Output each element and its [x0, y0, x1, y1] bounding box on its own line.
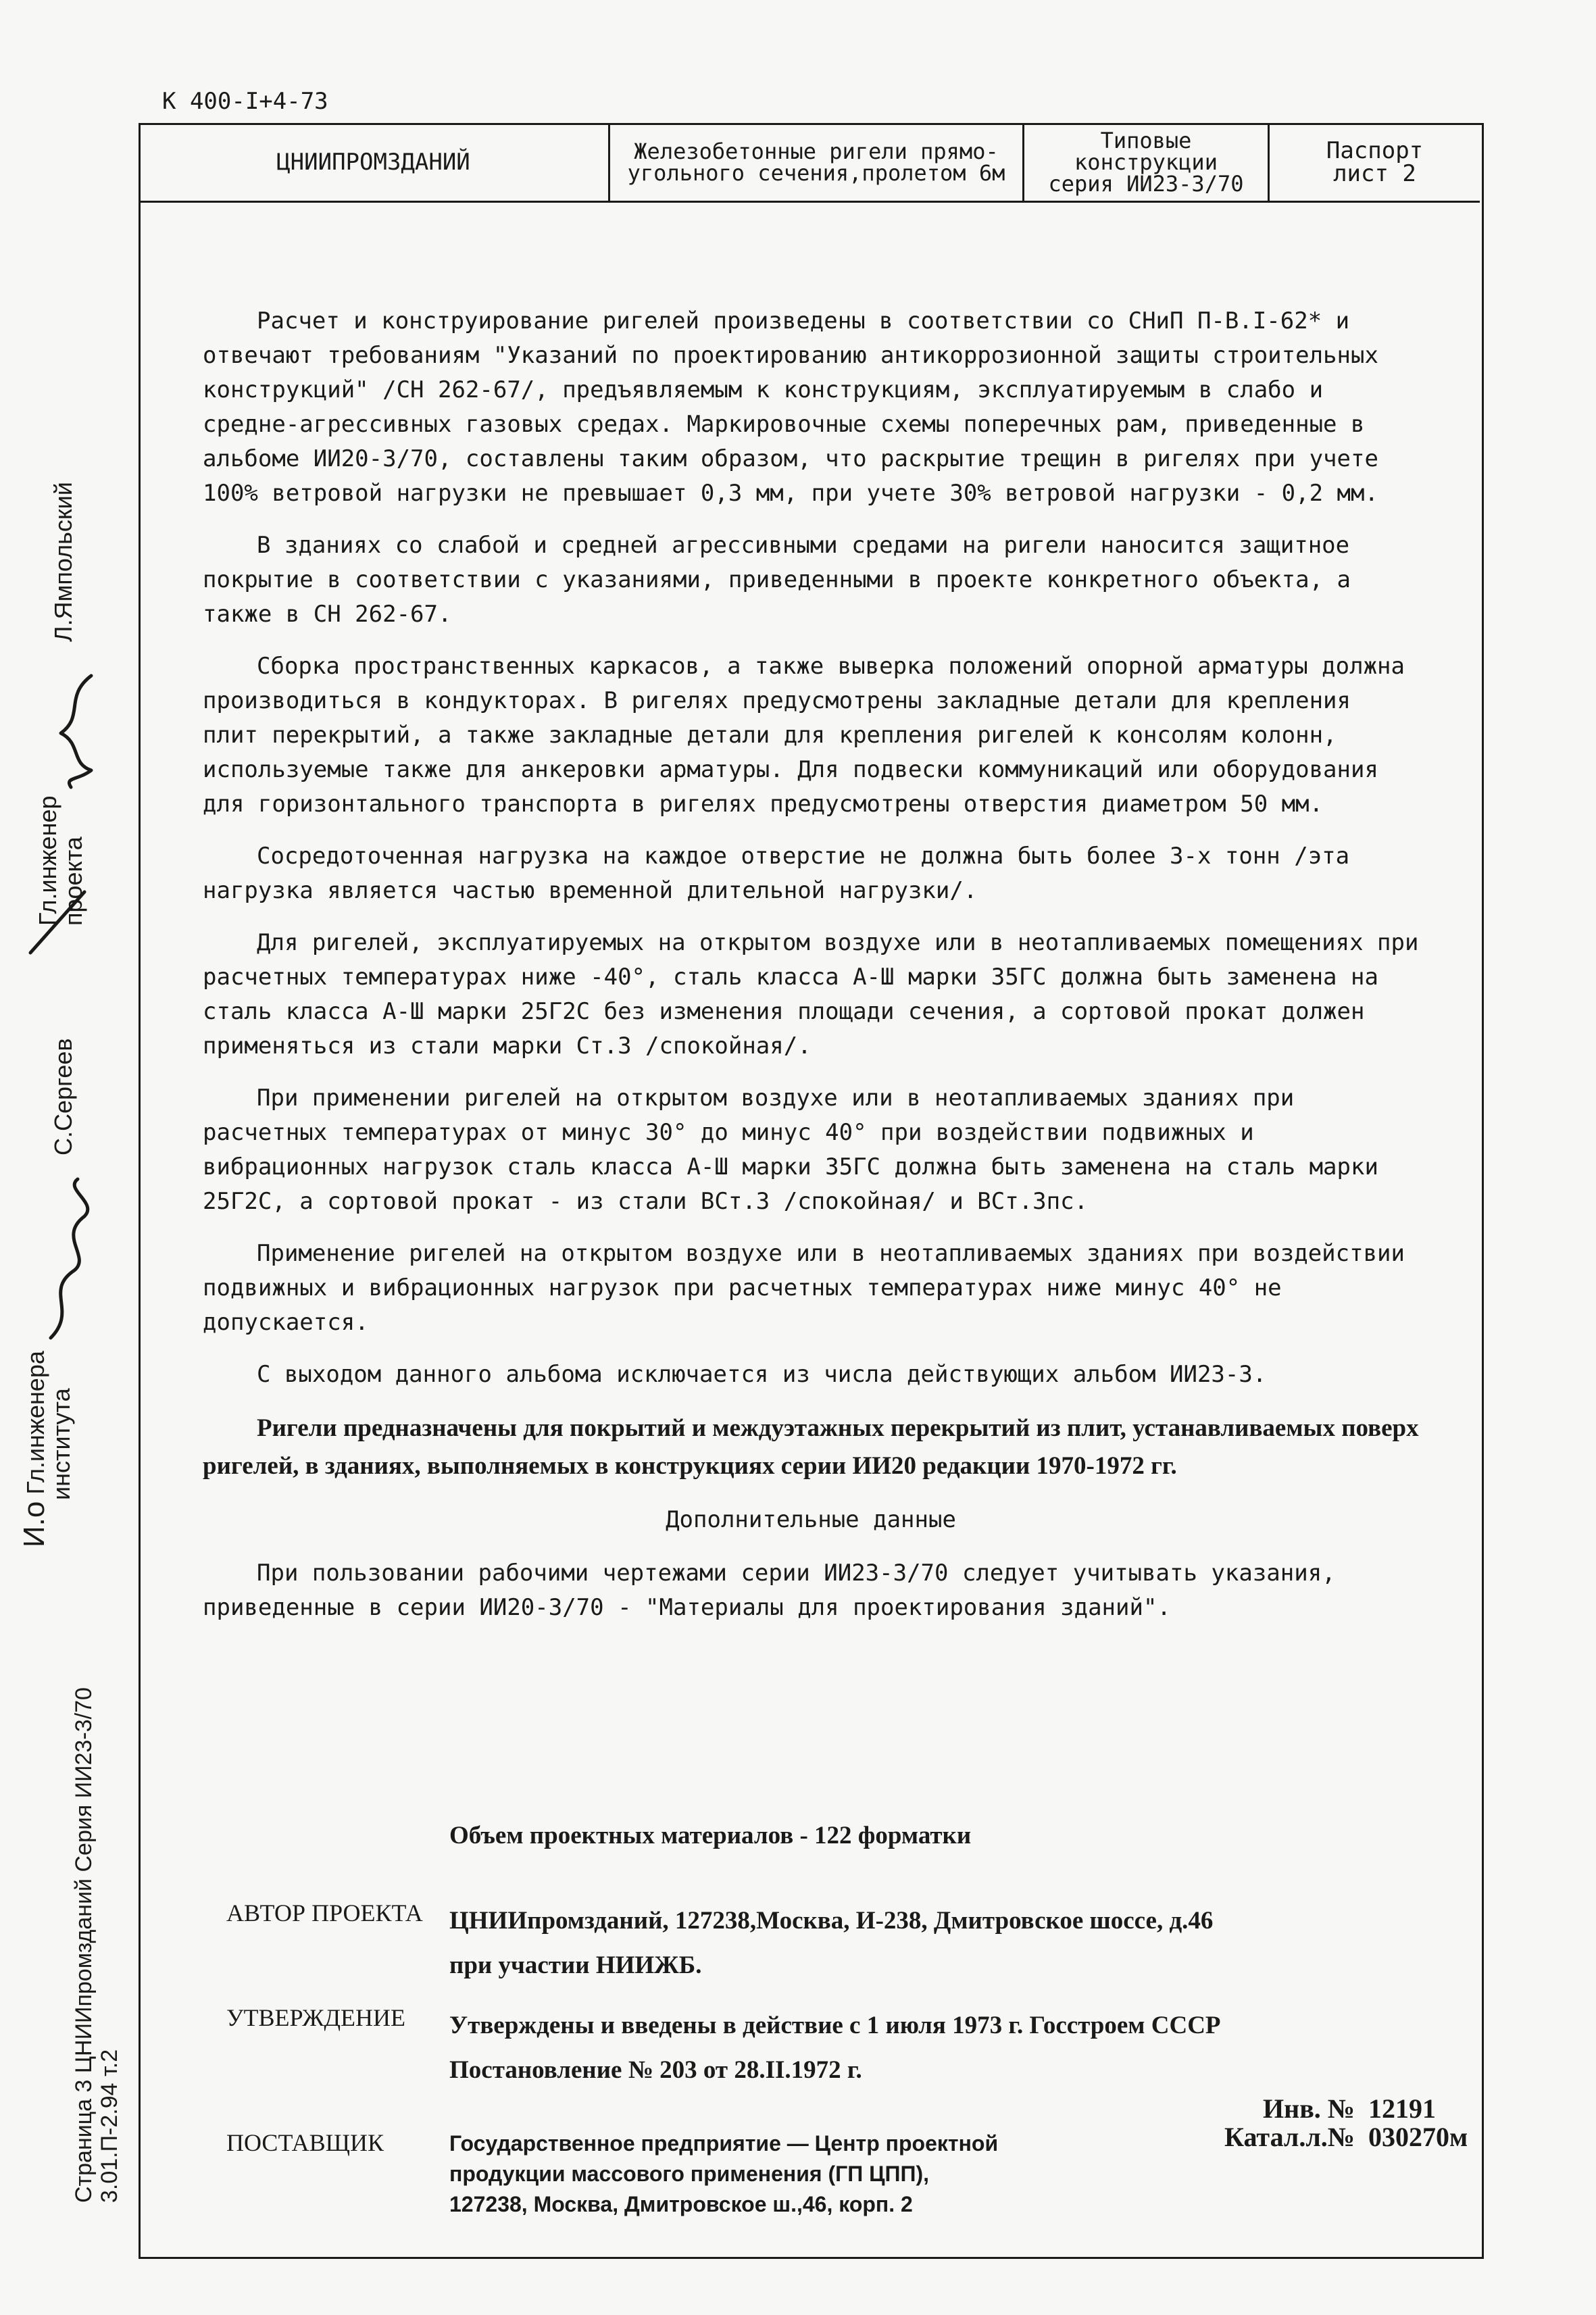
approval-value — [449, 2003, 1409, 2093]
paragraph: В зданиях со слабой и средней агрессивными средами на ригели наносится защитное покрытие в соответствии с указаниями, приведенными в проекте конкретного объекта, а также в СН 262-67. — [203, 532, 1351, 628]
author-value — [449, 1899, 1409, 1988]
series-line-2: конструкции — [1074, 149, 1218, 175]
page-stamp-line-2: 3.01.П-2.94 т.2 — [97, 2049, 122, 2203]
signer-2-role-line-2: проекта — [59, 837, 87, 926]
signer-3-name: С.Сергеев — [49, 1038, 77, 1155]
organization-name: ЦНИИПРОМЗДАНИЙ — [276, 148, 470, 176]
paragraph: При применении ригелей на открытом воздухе или в неотапливаемых зданиях при расчетных температурах от минус 30° до минус 40° при воздействии подвижных и вибрационных нагрузок сталь класса А-Ш марки 35ГС должна быть заменена на сталь марки 25Г2С, а сортовой прокат - из стали ВСт.3 /спокойная/ и ВСт.3пс. — [203, 1085, 1378, 1215]
signer-3-role-line-2: института — [47, 1388, 75, 1500]
paragraph: Применение ригелей на открытом воздухе или в неотапливаемых зданиях при воздействии подвижных и вибрационных нагрузок при расчетных температурах ниже минус 40° не допускается. — [203, 1240, 1405, 1336]
title-block-series — [1024, 123, 1270, 201]
supplier-line-2: продукции массового применения (ГП ЦПП), — [449, 2162, 930, 2186]
signer-2-role-line-1: Гл.инженер — [34, 795, 61, 926]
passport-line-1: Паспорт — [1326, 136, 1424, 164]
catalog-number-row — [1193, 2123, 1468, 2151]
description-line-2: угольного сечения,пролетом 6м — [627, 159, 1005, 186]
series-line-1: Типовые — [1100, 127, 1192, 153]
signer-3-role-prefix: И.о — [18, 1501, 51, 1547]
approval-line-1: Утверждены и введены в действие с 1 июля 1973 г. Госстроем СССР — [449, 2012, 1221, 2039]
supplier-line-1: Государственное предприятие — Центр проектной — [449, 2131, 999, 2156]
paragraph: С выходом данного альбома исключается из числа действующих альбом ИИ23-3. — [257, 1361, 1267, 1388]
inventory-block — [1193, 2095, 1468, 2151]
approval-line-2: Постановление № 203 от 28.II.1972 г. — [449, 2056, 862, 2084]
supplier-label: ПОСТАВЩИК — [226, 2129, 384, 2156]
author-line-2: при участии НИИЖБ. — [449, 1951, 702, 1979]
paragraph: Сборка пространственных каркасов, а также выверка положений опорной арматуры должна производиться в кондукторах. В ригелях предусмотрены закладные детали для крепления плит перекрытий, а также закладные детали для крепления ригелей к консолям колонн, используемые также для анкеровки арматуры. Для подвески коммуникаций или оборудования для горизонтального транспорта в ригелях предусмотрены отверстия диаметром 50 мм. — [203, 653, 1405, 818]
description-line-1: Железобетонные ригели прямо- — [634, 138, 999, 164]
title-block-organization — [139, 123, 610, 201]
author-line-1: ЦНИИпромзданий, 127238,Москва, И-238, Дмитровское шоссе, д.46 — [449, 1907, 1214, 1935]
signer-1-name: Л.Ямпольский — [49, 482, 77, 642]
approval-row — [226, 2003, 1409, 2093]
volume-of-materials: Объем проектных материалов - 122 форматки — [449, 1822, 972, 1849]
paragraph: Расчет и конструирование ригелей произведены в соответствии со СНиП П-В.I-62* и отвечают требованиям "Указаний по проектированию антикоррозионной защиты строительных конструкций" /СН 262-67/, предъявляемым к конструкциям, эксплуатируемым в слабо и средне-агрессивных газовых средах. Маркировочные схемы поперечных рам, приведенные в альбоме ИИ20-3/70, составлены таким образом, что раскрытие трещин в ригелях при учете 100% ветровой нагрузки не превышает 0,3 мм, при учете 30% ветровой нагрузки - 0,2 мм. — [203, 307, 1378, 507]
inventory-number-row — [1193, 2095, 1468, 2123]
paragraph: Для ригелей, эксплуатируемых на открытом воздухе или в неотапливаемых помещениях при расчетных температурах ниже -40°, сталь класса А-Ш марки 35ГС должна быть заменена на сталь класса А-Ш марки 25Г2С без изменения площади сечения, а сортовой прокат должен применяться из стали марки Ст.3 /спокойная/. — [203, 929, 1419, 1060]
approval-label: УТВЕРЖДЕНИЕ — [226, 2004, 406, 2031]
supplier-line-3: 127238, Москва, Дмитровское ш.,46, корп. 2 — [449, 2192, 913, 2216]
signer-3-role — [18, 1351, 75, 1547]
title-block-passport — [1270, 123, 1480, 201]
additional-data-text: При пользовании рабочими чертежами серии ИИ23-3/70 следует учитывать указания, приведенные в серии ИИ20-3/70 - "Материалы для проектирования зданий". — [203, 1560, 1336, 1621]
inventory-label: Инв. № — [1263, 2093, 1355, 2124]
title-block — [139, 123, 1480, 203]
catalog-label: Катал.л.№ — [1224, 2122, 1355, 2152]
signature-glyph — [37, 1176, 105, 1345]
body-text — [203, 304, 1419, 1643]
signature-glyph — [24, 889, 105, 956]
paragraph-purpose: Ригели предназначены для покрытий и междуэтажных перекрытий из плит, устанавливаемых поверх ригелей, в зданиях, выполняемых в конструкциях серии ИИ20 редакции 1970-1972 гг. — [203, 1414, 1419, 1480]
additional-data-title: Дополнительные данные — [666, 1506, 956, 1533]
passport-line-2: лист 2 — [1333, 159, 1416, 187]
page-stamp — [71, 1687, 122, 2203]
signature-glyph — [51, 669, 105, 791]
signer-3-role-line-1: Гл.инженера — [22, 1351, 49, 1495]
series-line-3: серия ИИ23-3/70 — [1048, 170, 1244, 197]
catalog-value: 030270м — [1368, 2122, 1468, 2152]
page-stamp-line-1: Страница 3 ЦНИИпромзданий Серия ИИ23-3/70 — [71, 1687, 97, 2203]
author-label: АВТОР ПРОЕКТА — [226, 1899, 423, 1926]
document-code: К 400-I+4-73 — [162, 88, 328, 115]
supplier-value — [449, 2129, 998, 2220]
author-row — [226, 1899, 1409, 1988]
inventory-value: 12191 — [1368, 2093, 1436, 2124]
paragraph: Сосредоточенная нагрузка на каждое отверстие не должна быть более 3-х тонн /эта нагрузка является частью временной длительной нагрузки/. — [203, 843, 1350, 904]
title-block-description — [610, 123, 1024, 201]
